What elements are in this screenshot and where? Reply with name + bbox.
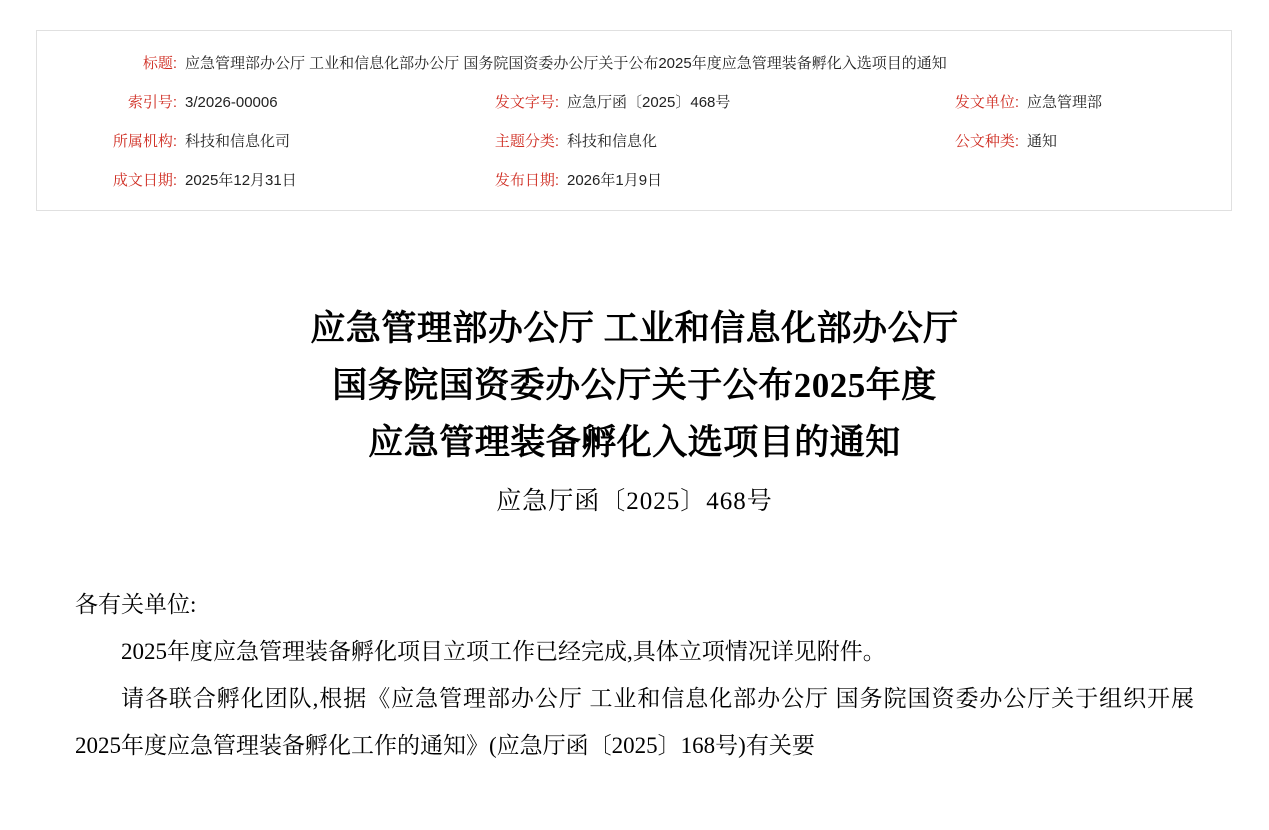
page-title (185, 300, 1085, 471)
metadata-value: 通知 (1027, 133, 1058, 150)
metadata-row (37, 53, 1231, 75)
metadata-field-subject-category (467, 131, 927, 153)
page-title-line: 国务院国资委办公厅关于公布2025年度 (332, 366, 937, 405)
metadata-label: 发文单位: (954, 94, 1019, 111)
metadata-row (37, 131, 1231, 153)
metadata-field-organization (37, 131, 467, 153)
document-metadata-card (36, 30, 1232, 211)
metadata-label: 主题分类: (494, 133, 559, 150)
document-paragraph: 请各联合孵化团队,根据《应急管理部办公厅 工业和信息化部办公厅 国务院国资委办公厅关于组织开展2025年度应急管理装备孵化工作的通知》(应急厅函〔2025〕168号)有关要 (75, 686, 1194, 758)
metadata-field-issuing-unit (927, 92, 1227, 114)
metadata-field-written-date (37, 170, 467, 192)
metadata-label: 所属机构: (112, 133, 177, 150)
metadata-label: 公文种类: (954, 133, 1019, 150)
metadata-value: 2026年1月9日 (567, 172, 663, 189)
metadata-value: 应急厅函〔2025〕468号 (567, 94, 731, 111)
page-title-line: 应急管理装备孵化入选项目的通知 (368, 423, 901, 462)
document-number: 应急厅函〔2025〕468号 (496, 488, 773, 515)
metadata-value: 3/2026-00006 (185, 94, 278, 111)
metadata-row (37, 92, 1231, 114)
metadata-field-document-number (467, 92, 927, 114)
document-content (0, 300, 1269, 769)
page-title-line: 应急管理部办公厅 工业和信息化部办公厅 (310, 309, 959, 348)
metadata-field-publish-date (467, 170, 927, 192)
metadata-value: 科技和信息化 (567, 133, 658, 150)
document-body (75, 581, 1194, 769)
metadata-label: 发文字号: (494, 94, 559, 111)
metadata-label: 索引号: (127, 94, 177, 111)
metadata-field-title (37, 53, 1231, 75)
document-paragraph-salutation: 各有关单位: (75, 592, 197, 617)
metadata-label: 发布日期: (494, 172, 559, 189)
metadata-label: 标题: (142, 55, 177, 72)
metadata-field-document-type (927, 131, 1227, 153)
metadata-label: 成文日期: (112, 172, 177, 189)
metadata-row (37, 170, 1231, 192)
metadata-value: 应急管理部 (1027, 94, 1103, 111)
metadata-value: 应急管理部办公厅 工业和信息化部办公厅 国务院国资委办公厅关于公布2025年度应急管理装备孵化入选项目的通知 (185, 55, 947, 72)
metadata-value: 2025年12月31日 (185, 172, 297, 189)
document-paragraph: 2025年度应急管理装备孵化项目立项工作已经完成,具体立项情况详见附件。 (121, 639, 886, 664)
metadata-value: 科技和信息化司 (185, 133, 291, 150)
metadata-field-index-number (37, 92, 467, 114)
